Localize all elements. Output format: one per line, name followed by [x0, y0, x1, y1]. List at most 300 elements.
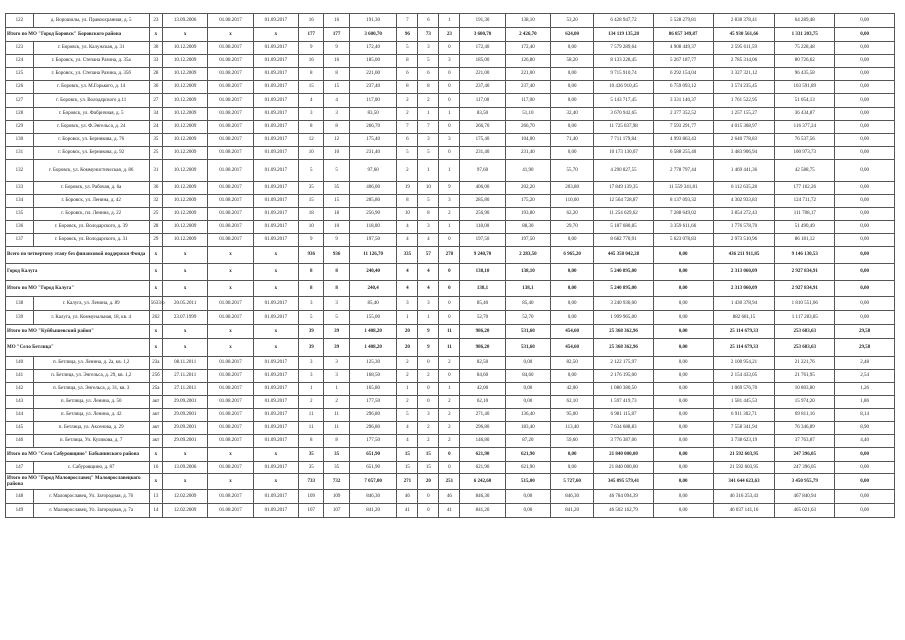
value-cell: 296,80 — [349, 422, 397, 435]
value-cell: 95,00 — [551, 409, 594, 422]
value-cell: 406,00 — [349, 182, 397, 195]
value-cell: 62,10 — [460, 396, 505, 409]
value-cell: 80 726,62 — [775, 55, 835, 68]
value-cell: 85,40 — [349, 297, 397, 311]
value-cell: 3 — [439, 134, 460, 147]
value-cell: 41 — [397, 504, 418, 518]
value-cell: 01.09.2017 — [253, 311, 298, 325]
value-cell: 2 — [418, 435, 439, 448]
value-cell: 134 119 135,28 — [594, 28, 654, 42]
value-cell: 0 — [439, 81, 460, 94]
value-cell: 4 — [397, 422, 418, 435]
value-cell: 247 396,05 — [775, 448, 835, 462]
row-number-cell: 128 — [6, 108, 34, 121]
row-number-cell: 141 — [6, 370, 34, 383]
value-cell: 2 176 195,00 — [594, 370, 654, 383]
value-cell: 11 — [439, 339, 460, 357]
table-row — [6, 68, 895, 81]
value-cell: 12.02.2009 — [163, 504, 208, 518]
value-cell: 203,80 — [551, 182, 594, 195]
value-cell: 41,90 — [505, 160, 550, 182]
value-cell: 29.09.2001 — [163, 409, 208, 422]
value-cell: 0 — [439, 234, 460, 247]
value-cell: 10 173 130,07 — [594, 147, 654, 160]
value-cell: 221,00 — [505, 68, 550, 81]
value-cell: 0,00 — [551, 281, 594, 297]
value-cell: 16 — [298, 55, 323, 68]
value-cell: 8 — [324, 121, 349, 134]
value-cell: 39 — [324, 339, 349, 357]
summary-label: Итого по МО "Куйбышевский район" — [6, 325, 150, 339]
value-cell: 256,90 — [349, 208, 397, 221]
value-cell: 0,00 — [835, 490, 895, 504]
table-row — [6, 147, 895, 160]
value-cell: 5 — [298, 311, 323, 325]
value-cell: 1 — [439, 383, 460, 396]
value-cell: 10 — [298, 221, 323, 234]
value-cell: 125,30 — [349, 357, 397, 370]
value-cell: 35 — [324, 448, 349, 462]
value-cell: х — [253, 247, 298, 264]
value-cell: х — [163, 28, 208, 42]
value-cell: х — [253, 339, 298, 357]
value-cell: 138,1 — [460, 281, 505, 297]
value-cell: 0,00 — [551, 81, 594, 94]
value-cell: 3 — [298, 357, 323, 370]
value-cell: 0,00 — [653, 311, 713, 325]
value-cell: 9 — [418, 339, 439, 357]
value-cell: 278 — [439, 247, 460, 264]
value-cell: 29.09.2001 — [163, 422, 208, 435]
value-cell: 7 288 649,02 — [653, 208, 713, 221]
value-cell: 01.08.2017 — [208, 462, 253, 474]
value-cell: 01.08.2017 — [208, 370, 253, 383]
value-cell: 345 095 579,41 — [594, 474, 654, 490]
value-cell: 0,00 — [835, 462, 895, 474]
value-cell: 138,10 — [505, 14, 550, 28]
value-cell: 0,00 — [835, 14, 895, 28]
row-number-cell: 139 — [6, 311, 34, 325]
value-cell: 2 — [397, 357, 418, 370]
value-cell: 1 069 576,70 — [713, 383, 775, 396]
value-cell: 155,00 — [349, 311, 397, 325]
value-cell: 12 — [298, 134, 323, 147]
value-cell: х — [253, 281, 298, 297]
value-cell: 3 — [298, 297, 323, 311]
row-number-cell: 140 — [6, 357, 34, 370]
value-cell: 15 — [418, 448, 439, 462]
value-cell: 0,00 — [505, 504, 550, 518]
value-cell: 1 430 378,94 — [713, 297, 775, 311]
value-cell: 0,00 — [653, 504, 713, 518]
value-cell: 621,90 — [460, 448, 505, 462]
row-number-cell: 123 — [6, 42, 34, 55]
value-cell: 96 — [397, 28, 418, 42]
value-cell: 986,20 — [460, 325, 505, 339]
value-cell: 8 — [397, 81, 418, 94]
value-cell: 34 — [149, 108, 162, 121]
value-cell: 10 — [418, 182, 439, 195]
value-cell: 8 — [298, 281, 323, 297]
row-number-cell: 149 — [6, 504, 34, 518]
value-cell: 0 — [439, 42, 460, 55]
value-cell: 0,00 — [835, 94, 895, 108]
value-cell: 733 — [298, 474, 323, 490]
value-cell: х — [208, 474, 253, 490]
value-cell: 29.09.2001 — [163, 435, 208, 448]
value-cell: 168,50 — [349, 370, 397, 383]
value-cell: 01.08.2017 — [208, 147, 253, 160]
value-cell: 0,00 — [835, 147, 895, 160]
row-number-cell: 131 — [6, 147, 34, 160]
value-cell: 231,40 — [505, 147, 550, 160]
value-cell: 1 — [439, 160, 460, 182]
value-cell: 12.02.2009 — [163, 490, 208, 504]
value-cell: 193,80 — [505, 208, 550, 221]
value-cell: 8 — [298, 435, 323, 448]
value-cell: 2 785 314,06 — [713, 55, 775, 68]
value-cell: 01.08.2017 — [208, 14, 253, 28]
value-cell: 11 559 341,81 — [653, 182, 713, 195]
value-cell: 01.08.2017 — [208, 435, 253, 448]
value-cell: 7 593 291,77 — [653, 121, 713, 134]
value-cell: 0,00 — [835, 504, 895, 518]
value-cell: 1 — [418, 311, 439, 325]
value-cell: 0,00 — [835, 247, 895, 264]
value-cell: 11 — [324, 422, 349, 435]
value-cell: 23а — [149, 357, 162, 370]
row-number-cell: 125 — [6, 68, 34, 81]
value-cell: 01.09.2017 — [253, 422, 298, 435]
value-cell: 3 359 611,66 — [653, 221, 713, 234]
value-cell: 28 — [149, 221, 162, 234]
value-cell: 124 711,72 — [775, 195, 835, 208]
value-cell: 10 436 910,45 — [594, 81, 654, 94]
value-cell: 42 588,75 — [775, 160, 835, 182]
value-cell: 3 — [324, 108, 349, 121]
value-cell: 11 — [439, 325, 460, 339]
value-cell: 882 681,15 — [713, 311, 775, 325]
value-cell: 0,00 — [551, 448, 594, 462]
value-cell: 01.08.2017 — [208, 297, 253, 311]
value-cell: 0 — [439, 370, 460, 383]
value-cell: 4 — [397, 435, 418, 448]
value-cell: 0,00 — [551, 68, 594, 81]
value-cell: 12 — [324, 134, 349, 147]
row-number-cell: 134 — [6, 195, 34, 208]
value-cell: 01.09.2017 — [253, 160, 298, 182]
value-cell: 221,00 — [349, 68, 397, 81]
value-cell: 9 240,70 — [460, 247, 505, 264]
value-cell: 1 — [298, 383, 323, 396]
value-cell: 83,50 — [460, 108, 505, 121]
value-cell: 0,00 — [551, 462, 594, 474]
value-cell: 5 623 078,83 — [653, 234, 713, 247]
value-cell: 35 — [298, 462, 323, 474]
value-cell: 2 426,70 — [505, 28, 550, 42]
value-cell: 3 776 387,06 — [594, 435, 654, 448]
value-cell: х — [163, 325, 208, 339]
table-row — [6, 396, 895, 409]
value-cell: 20 — [397, 325, 418, 339]
value-cell: 0 — [439, 68, 460, 81]
value-cell: 8 — [397, 55, 418, 68]
value-cell: 111 708,17 — [775, 208, 835, 221]
value-cell: 11 725 037,98 — [594, 121, 654, 134]
address-cell: г. Боровск, ул. Коммунистическая, д. 86 — [33, 160, 149, 182]
address-cell: г. Боровск, ул. Калужская, д. 31 — [33, 42, 149, 55]
value-cell: 4 — [397, 281, 418, 297]
value-cell: 01.09.2017 — [253, 121, 298, 134]
value-cell: 6 965,20 — [551, 247, 594, 264]
value-cell: 0,00 — [653, 435, 713, 448]
value-cell: 0,00 — [835, 42, 895, 55]
value-cell: 0,00 — [835, 264, 895, 281]
value-cell: 5 240 895,00 — [594, 264, 654, 281]
address-cell: г. Боровск, ул. Степана Разина, д. 35а — [33, 55, 149, 68]
value-cell: 107 — [324, 504, 349, 518]
value-cell: 0,00 — [551, 147, 594, 160]
address-cell: г. Боровск, ул. Степана Разина, д. 35б — [33, 68, 149, 81]
value-cell: х — [208, 448, 253, 462]
address-cell: г. Боровск, ул. Берникова, д. 92 — [33, 147, 149, 160]
value-cell: 36 — [149, 182, 162, 195]
value-cell: 29.09.2001 — [163, 396, 208, 409]
row-number-cell: 138 — [6, 297, 34, 311]
value-cell: 1 810 551,06 — [775, 297, 835, 311]
value-cell: 3 331 140,37 — [653, 94, 713, 108]
value-cell: 01.08.2017 — [208, 134, 253, 147]
value-cell: 55,70 — [551, 160, 594, 182]
value-cell: 2 973 510,96 — [713, 234, 775, 247]
address-cell: г. Боровск, ул. Володарского, д. 31 — [33, 234, 149, 247]
value-cell: 15 — [397, 462, 418, 474]
value-cell: 197,50 — [349, 234, 397, 247]
value-cell: акт — [149, 422, 162, 435]
value-cell: 01.09.2017 — [253, 55, 298, 68]
value-cell: 6 292 154,04 — [653, 68, 713, 81]
value-cell: 11 — [298, 422, 323, 435]
value-cell: 01.08.2017 — [208, 42, 253, 55]
value-cell: 84,60 — [505, 370, 550, 383]
value-cell: 1 761 522,95 — [713, 94, 775, 108]
value-cell: 3 — [418, 409, 439, 422]
value-cell: 10.12.2009 — [163, 182, 208, 195]
value-cell: 175,20 — [505, 195, 550, 208]
value-cell: 2,48 — [835, 357, 895, 370]
value-cell: 11 126,70 — [349, 247, 397, 264]
address-cell: г. Калуга, ул. Ленина, д. 89 — [33, 297, 149, 311]
value-cell: 0,00 — [653, 383, 713, 396]
value-cell: 9 — [324, 42, 349, 55]
value-cell: 7 711 179,84 — [594, 134, 654, 147]
address-cell: г. Боровск, пл. Ленина, д. 22 — [33, 208, 149, 221]
value-cell: 2 778 797,44 — [653, 160, 713, 182]
value-cell: 7 579 289,64 — [594, 42, 654, 55]
value-cell: 0 — [418, 383, 439, 396]
value-cell: 01.08.2017 — [208, 357, 253, 370]
value-cell: 1 — [418, 160, 439, 182]
value-cell: 0,00 — [653, 448, 713, 462]
value-cell: 20 — [418, 474, 439, 490]
summary-label: Всего по четвертому этапу без финансовой поддержки Фонда — [6, 247, 150, 264]
value-cell: 12 564 728,87 — [594, 195, 654, 208]
value-cell: 1 117 283,85 — [775, 311, 835, 325]
value-cell: 0,00 — [835, 134, 895, 147]
value-cell: 01.08.2017 — [208, 121, 253, 134]
value-cell: 16 — [149, 462, 162, 474]
value-cell: 172,40 — [349, 42, 397, 55]
value-cell: 16 — [324, 55, 349, 68]
table-row — [6, 182, 895, 195]
value-cell: 651,90 — [349, 448, 397, 462]
value-cell: 0,00 — [505, 396, 550, 409]
summary-label: Итого по МО "Город Малоярославец" Малоярославецкого района — [6, 474, 150, 490]
row-number-cell: 122 — [6, 14, 34, 28]
value-cell: 103 591,89 — [775, 81, 835, 94]
value-cell: 5 — [397, 42, 418, 55]
value-cell: 296,80 — [349, 409, 397, 422]
value-cell: 01.08.2017 — [208, 490, 253, 504]
table-row — [6, 490, 895, 504]
value-cell: 29,58 — [835, 325, 895, 339]
value-cell: 231,40 — [349, 147, 397, 160]
value-cell: 51 490,49 — [775, 221, 835, 234]
value-cell: 1,26 — [835, 383, 895, 396]
value-cell: 16 — [298, 14, 323, 28]
value-cell: х — [163, 339, 208, 357]
value-cell: 01.09.2017 — [253, 195, 298, 208]
value-cell: 5 — [418, 195, 439, 208]
value-cell: 0 — [418, 490, 439, 504]
value-cell: 88,30 — [505, 221, 550, 234]
address-cell: г. Боровск, ул. Берникова, д. 76 — [33, 134, 149, 147]
value-cell: 01.09.2017 — [253, 182, 298, 195]
value-cell: 0,00 — [551, 234, 594, 247]
value-cell: 0,00 — [653, 281, 713, 297]
value-cell: х — [208, 339, 253, 357]
value-cell: 10.12.2009 — [163, 68, 208, 81]
value-cell: 1,86 — [835, 396, 895, 409]
value-cell: 0,00 — [653, 396, 713, 409]
value-cell: 0,00 — [551, 264, 594, 281]
address-cell: г. Калуга, ул. Коммунальная, 18, кв. 4 — [33, 311, 149, 325]
value-cell: 4 — [324, 94, 349, 108]
value-cell: 4 — [418, 234, 439, 247]
value-cell: х — [253, 448, 298, 462]
value-cell: х — [208, 247, 253, 264]
value-cell: 177 — [298, 28, 323, 42]
value-cell: 8 — [418, 208, 439, 221]
value-cell: 341 644 623,63 — [713, 474, 775, 490]
value-cell: 33 — [149, 55, 162, 68]
value-cell: 0 — [439, 264, 460, 281]
value-cell: 8 — [298, 68, 323, 81]
value-cell: х — [163, 281, 208, 297]
value-cell: 01.08.2017 — [208, 182, 253, 195]
value-cell: 46 784 094,39 — [594, 490, 654, 504]
value-cell: 86 857 349,87 — [653, 28, 713, 42]
value-cell: 136,40 — [505, 409, 550, 422]
value-cell: 5 — [397, 147, 418, 160]
value-cell: 3 600,70 — [349, 28, 397, 42]
value-cell: 266,70 — [505, 121, 550, 134]
value-cell: 01.09.2017 — [253, 234, 298, 247]
table-row — [6, 208, 895, 221]
value-cell: 9 — [439, 182, 460, 195]
address-cell: г. Боровск, ул. Володарского д.11 — [33, 94, 149, 108]
value-cell: 21 761,95 — [775, 370, 835, 383]
value-cell: акт — [149, 409, 162, 422]
value-cell: 11 — [324, 409, 349, 422]
value-cell: 2 — [439, 208, 460, 221]
value-cell: 221,00 — [460, 68, 505, 81]
value-cell: 0,00 — [653, 422, 713, 435]
value-cell: 202,20 — [505, 182, 550, 195]
value-cell: 01.08.2017 — [208, 409, 253, 422]
value-cell: 0,00 — [835, 28, 895, 42]
value-cell: 1 — [418, 108, 439, 121]
value-cell: 0,00 — [835, 281, 895, 297]
table-row — [6, 297, 895, 311]
value-cell: 197,50 — [460, 234, 505, 247]
value-cell: 8 137 093,32 — [653, 195, 713, 208]
value-cell: 531,60 — [505, 339, 550, 357]
value-cell: 32,40 — [551, 108, 594, 121]
value-cell: 01.08.2017 — [208, 68, 253, 81]
value-cell: х — [163, 448, 208, 462]
value-cell: 4 — [418, 264, 439, 281]
value-cell: 25 368 362,96 — [594, 339, 654, 357]
value-cell: 1 — [397, 383, 418, 396]
value-cell: 01.09.2017 — [253, 370, 298, 383]
value-cell: 2 — [439, 409, 460, 422]
value-cell: 4 290 827,55 — [594, 160, 654, 182]
value-cell: 46 — [439, 490, 460, 504]
value-cell: 01.09.2017 — [253, 462, 298, 474]
value-cell: 18 — [324, 208, 349, 221]
summary-label: Итого по МО "Село Сабуровщино" Бабынинского района — [6, 448, 150, 462]
value-cell: 42,00 — [551, 383, 594, 396]
value-cell: 18 — [298, 208, 323, 221]
value-cell: 0,00 — [835, 195, 895, 208]
value-cell: 2 — [418, 94, 439, 108]
value-cell: 0,00 — [835, 311, 895, 325]
value-cell: 15 — [298, 81, 323, 94]
value-cell: 23 — [439, 28, 460, 42]
value-cell: 25б — [149, 370, 162, 383]
value-cell: 467 840,94 — [775, 490, 835, 504]
value-cell: 1 — [439, 108, 460, 121]
value-cell: 1 080 380,50 — [594, 383, 654, 396]
value-cell: 5 727,60 — [551, 474, 594, 490]
value-cell: 183,40 — [505, 422, 550, 435]
value-cell: 0 — [439, 448, 460, 462]
value-cell: 7 — [397, 121, 418, 134]
address-cell: п. Бетлица, ул. Аксенова, д. 29 — [33, 422, 149, 435]
address-cell: г. Боровск, ул. Фабричная, д. 5 — [33, 108, 149, 121]
value-cell: х — [253, 264, 298, 281]
value-cell: 23 — [149, 14, 162, 28]
row-number-cell: 127 — [6, 94, 34, 108]
value-cell: 01.09.2017 — [253, 208, 298, 221]
value-cell: 85,40 — [460, 297, 505, 311]
table-row — [6, 311, 895, 325]
value-cell: 271 — [397, 474, 418, 490]
value-cell: 62,20 — [551, 208, 594, 221]
value-cell: 1 — [439, 14, 460, 28]
value-cell: 0 — [439, 297, 460, 311]
